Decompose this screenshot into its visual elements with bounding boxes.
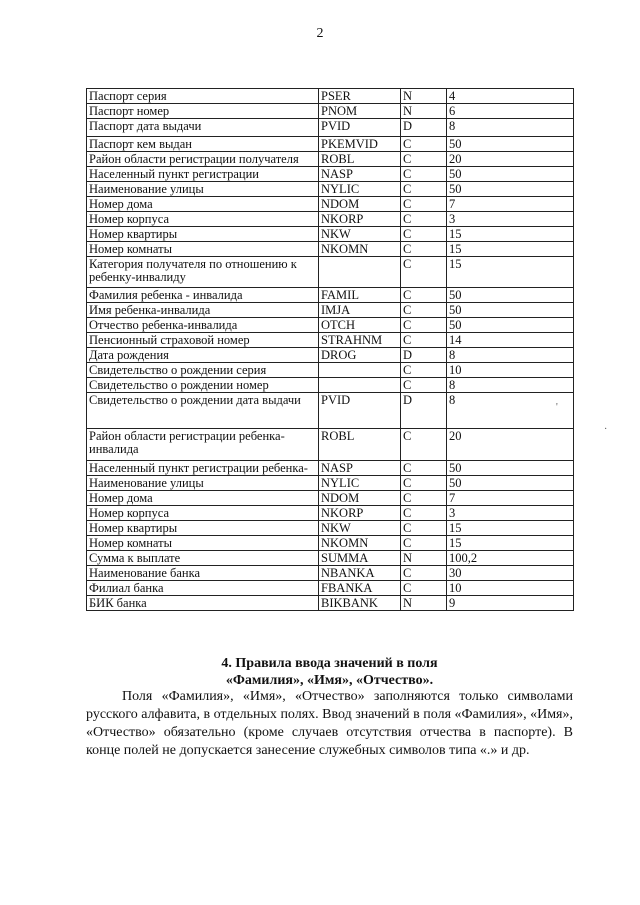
field-code-cell: NYLIC [319,182,401,197]
field-length-cell: 9 [447,596,574,611]
field-length-cell: 50 [447,303,574,318]
field-code-cell: NDOM [319,491,401,506]
field-length-cell: 7 [447,197,574,212]
table-row [87,596,574,611]
table-row [87,393,574,429]
table-row [87,197,574,212]
page-number: 2 [316,26,324,41]
field-type-cell: D [401,119,447,137]
field-length-cell: 15 [447,242,574,257]
field-length-cell: 100,2 [447,551,574,566]
field-name-cell: Отчество ребенка-инвалида [87,318,319,333]
field-name-cell: Категория получателя по отношению к ребенку-инвалиду [87,257,319,288]
field-length-cell: 8 [447,119,574,137]
field-type-cell: C [401,212,447,227]
field-code-cell: NKOMN [319,536,401,551]
field-length-cell: 20 [447,152,574,167]
field-code-cell: PSER [319,89,401,104]
field-type-cell: C [401,318,447,333]
field-spec-table-body [87,89,574,611]
field-name-cell: Номер дома [87,491,319,506]
field-type-cell: C [401,378,447,393]
field-length-cell: 50 [447,182,574,197]
scan-speck: ' [556,402,558,413]
field-name-cell: Пенсионный страховой номер [87,333,319,348]
field-type-cell: C [401,476,447,491]
table-row [87,581,574,596]
field-code-cell: NKW [319,227,401,242]
section-title-line1: 4. Правила ввода значений в поля [221,656,438,671]
table-row [87,227,574,242]
section-title [86,655,573,689]
table-row [87,104,574,119]
field-name-cell: БИК банка [87,596,319,611]
field-type-cell: C [401,566,447,581]
field-length-cell: 14 [447,333,574,348]
field-name-cell: Филиал банка [87,581,319,596]
table-row [87,536,574,551]
field-name-cell: Дата рождения [87,348,319,363]
table-row [87,378,574,393]
field-length-cell: 50 [447,318,574,333]
field-code-cell: PVID [319,393,401,429]
table-row [87,363,574,378]
field-name-cell: Район области регистрации получателя [87,152,319,167]
field-length-cell: 15 [447,227,574,242]
field-name-cell: Номер дома [87,197,319,212]
field-name-cell: Наименование улицы [87,182,319,197]
field-length-cell: 50 [447,461,574,476]
field-name-cell: Свидетельство о рождении дата выдачи [87,393,319,429]
field-name-cell: Наименование улицы [87,476,319,491]
table-row [87,506,574,521]
field-type-cell: C [401,506,447,521]
scan-speck: · [604,424,608,435]
field-type-cell: C [401,536,447,551]
table-row [87,476,574,491]
field-name-cell: Паспорт номер [87,104,319,119]
field-code-cell: DROG [319,348,401,363]
field-code-cell: NASP [319,461,401,476]
field-length-cell: 15 [447,521,574,536]
field-code-cell: IMJA [319,303,401,318]
field-name-cell: Свидетельство о рождении номер [87,378,319,393]
table-row [87,257,574,288]
table-row [87,521,574,536]
field-code-cell: NKORP [319,212,401,227]
field-type-cell: C [401,461,447,476]
field-code-cell: ROBL [319,429,401,461]
field-type-cell: C [401,257,447,288]
field-code-cell: FAMIL [319,288,401,303]
table-row [87,551,574,566]
field-length-cell: 50 [447,288,574,303]
field-length-cell: 50 [447,476,574,491]
field-name-cell: Номер комнаты [87,536,319,551]
field-code-cell: NKORP [319,506,401,521]
field-length-cell: 30 [447,566,574,581]
field-code-cell [319,378,401,393]
field-type-cell: N [401,104,447,119]
field-length-cell: 8 [447,348,574,363]
field-code-cell: NASP [319,167,401,182]
field-type-cell: C [401,429,447,461]
field-length-cell: 3 [447,506,574,521]
section-title-line2: «Фамилия», «Имя», «Отчество». [225,673,434,688]
field-code-cell: NYLIC [319,476,401,491]
table-row [87,303,574,318]
field-name-cell: Сумма к выплате [87,551,319,566]
field-length-cell: 10 [447,581,574,596]
field-code-cell [319,363,401,378]
field-type-cell: C [401,182,447,197]
table-row [87,182,574,197]
field-code-cell: BIKBANK [319,596,401,611]
field-length-cell: 10 [447,363,574,378]
field-code-cell: ROBL [319,152,401,167]
table-row [87,152,574,167]
field-type-cell: C [401,363,447,378]
field-code-cell: NKW [319,521,401,536]
field-length-cell: 20 [447,429,574,461]
table-row [87,242,574,257]
field-type-cell: C [401,288,447,303]
field-length-cell: 50 [447,137,574,152]
field-code-cell: STRAHNM [319,333,401,348]
field-name-cell: Имя ребенка-инвалида [87,303,319,318]
field-type-cell: C [401,167,447,182]
field-code-cell [319,257,401,288]
field-type-cell: N [401,89,447,104]
field-length-cell: 15 [447,536,574,551]
table-row [87,288,574,303]
field-type-cell: C [401,303,447,318]
table-row [87,333,574,348]
field-code-cell: NDOM [319,197,401,212]
field-spec-table [86,88,574,611]
field-type-cell: C [401,152,447,167]
field-type-cell: C [401,521,447,536]
field-length-cell: 8 [447,393,574,429]
table-row [87,491,574,506]
field-type-cell: D [401,393,447,429]
field-type-cell: N [401,596,447,611]
field-code-cell: NKOMN [319,242,401,257]
field-name-cell: Наименование банка [87,566,319,581]
field-name-cell: Номер квартиры [87,227,319,242]
field-code-cell: NBANKA [319,566,401,581]
field-code-cell: PNOM [319,104,401,119]
field-type-cell: C [401,491,447,506]
field-type-cell: D [401,348,447,363]
table-row [87,429,574,461]
table-row [87,137,574,152]
field-code-cell: FBANKA [319,581,401,596]
table-row [87,167,574,182]
field-name-cell: Паспорт дата выдачи [87,119,319,137]
table-row [87,212,574,227]
field-length-cell: 7 [447,491,574,506]
field-type-cell: C [401,197,447,212]
field-length-cell: 8 [447,378,574,393]
field-length-cell: 15 [447,257,574,288]
field-type-cell: C [401,581,447,596]
field-type-cell: C [401,227,447,242]
field-type-cell: C [401,333,447,348]
field-name-cell: Свидетельство о рождении серия [87,363,319,378]
field-name-cell: Фамилия ребенка - инвалида [87,288,319,303]
field-code-cell: PVID [319,119,401,137]
field-name-cell: Населенный пункт регистрации [87,167,319,182]
table-row [87,461,574,476]
field-name-cell: Паспорт кем выдан [87,137,319,152]
field-type-cell: C [401,242,447,257]
table-row [87,119,574,137]
field-name-cell: Номер квартиры [87,521,319,536]
table-row [87,566,574,581]
field-length-cell: 4 [447,89,574,104]
table-row [87,318,574,333]
field-type-cell: C [401,137,447,152]
section-body-paragraph: Поля «Фамилия», «Имя», «Отчество» заполняются только символами русского алфавита, в отдельных полях. Ввод значений в поля «Фамилия», «Имя», «Отчество» обязательно (кроме случаев отсутствия отчества в паспорте). В конце полей не допускается занесение служебных символов типа «.» и др. [86,689,573,758]
field-length-cell: 50 [447,167,574,182]
field-code-cell: PKEMVID [319,137,401,152]
field-name-cell: Номер корпуса [87,212,319,227]
field-code-cell: SUMMA [319,551,401,566]
field-type-cell: N [401,551,447,566]
field-name-cell: Населенный пункт регистрации ребенка- [87,461,319,476]
field-name-cell: Район области регистрации ребенка-инвалида [87,429,319,461]
field-name-cell: Номер корпуса [87,506,319,521]
field-code-cell: OTCH [319,318,401,333]
field-length-cell: 6 [447,104,574,119]
field-name-cell: Номер комнаты [87,242,319,257]
table-row [87,89,574,104]
table-row [87,348,574,363]
field-name-cell: Паспорт серия [87,89,319,104]
field-length-cell: 3 [447,212,574,227]
